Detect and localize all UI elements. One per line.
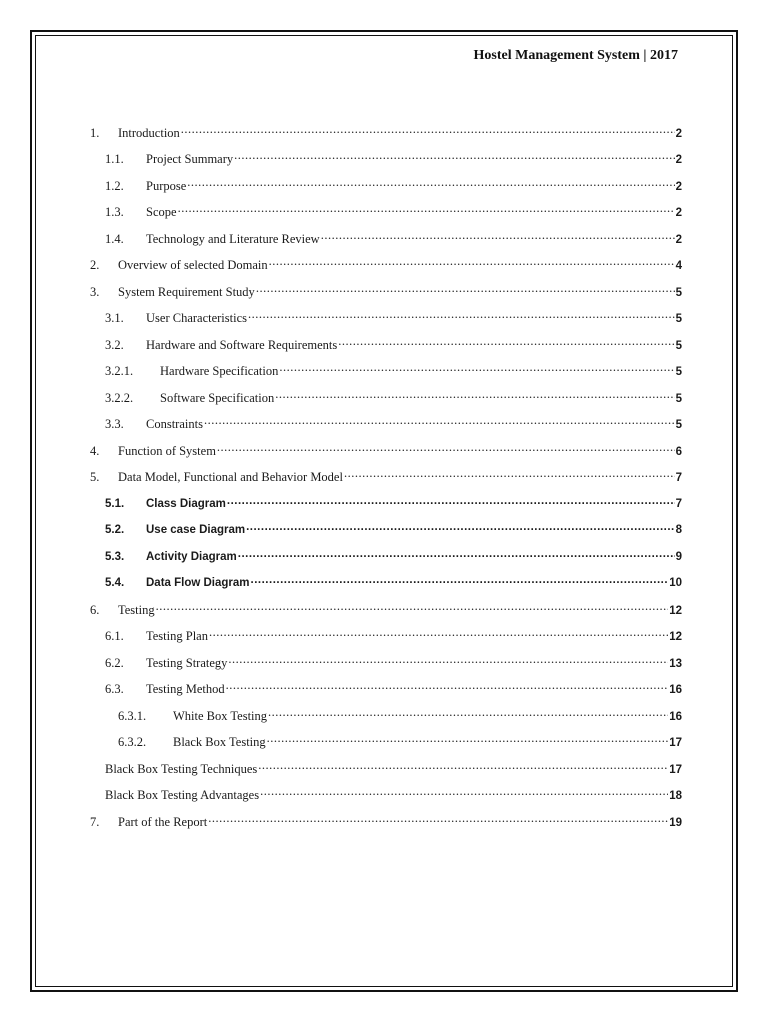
- toc-entry-number: 3.1.: [105, 311, 124, 325]
- toc-entry-page-number: 12: [669, 604, 682, 617]
- toc-entry[interactable]: [90, 283, 682, 310]
- toc-entry-page-number: 2: [675, 154, 682, 166]
- toc-entry[interactable]: [90, 177, 682, 204]
- toc-entry-title: Data Model, Functional and Behavior Model: [118, 470, 343, 484]
- toc-dot-leader: [234, 151, 674, 164]
- toc-entry-title: Introduction: [118, 125, 180, 140]
- toc-entry-title: System Requirement Study: [118, 284, 255, 299]
- toc-entry-title: Hardware and Software Requirements: [146, 337, 338, 352]
- toc-entry-number: 1.: [90, 125, 100, 140]
- toc-dot-leader: [227, 495, 675, 507]
- toc-entry-number: 4.: [90, 443, 100, 458]
- toc-entry-page-number: 19: [669, 816, 682, 829]
- toc-entry-title: Constraints: [146, 417, 203, 431]
- toc-entry[interactable]: [90, 495, 682, 522]
- toc-dot-leader: [178, 204, 675, 217]
- toc-entry-number: 7.: [90, 814, 100, 829]
- toc-entry-page-number: 5: [675, 392, 682, 405]
- toc-dot-leader: [181, 124, 675, 137]
- toc-dot-leader: [238, 548, 675, 560]
- toc-dot-leader: [208, 813, 668, 826]
- toc-entry-title: Function of System: [118, 443, 216, 458]
- toc-dot-leader: [260, 787, 668, 800]
- toc-entry-title: Project Summary: [146, 152, 234, 166]
- toc-dot-leader: [187, 177, 674, 190]
- toc-entry-page-number: 17: [669, 737, 682, 749]
- toc-entry-title: Black Box Testing: [173, 735, 266, 749]
- toc-dot-leader: [344, 469, 675, 482]
- toc-entry[interactable]: [90, 363, 682, 390]
- toc-entry-page-number: 10: [669, 577, 682, 589]
- toc-dot-leader: [279, 363, 674, 376]
- toc-entry-number: 6.1.: [105, 629, 124, 643]
- toc-entry-number: 1.4.: [105, 231, 124, 246]
- toc-entry-page-number: 8: [675, 524, 682, 536]
- toc-entry-number: 5.4.: [105, 577, 125, 589]
- toc-entry-page-number: 5: [675, 419, 682, 431]
- toc-entry-title: Class Diagram: [146, 497, 226, 510]
- toc-entry-number: 6.2.: [105, 655, 124, 670]
- toc-entry[interactable]: [90, 787, 682, 814]
- toc-entry[interactable]: [90, 654, 682, 681]
- toc-entry-page-number: 12: [669, 631, 682, 643]
- toc-entry-page-number: 5: [675, 313, 682, 325]
- toc-entry[interactable]: [90, 389, 682, 416]
- toc-entry[interactable]: [90, 681, 682, 708]
- toc-entry-title: Black Box Testing Advantages: [105, 788, 260, 802]
- toc-dot-leader: [251, 575, 669, 587]
- toc-entry-page-number: 4: [675, 260, 682, 272]
- toc-entry-title: Technology and Literature Review: [146, 231, 320, 246]
- toc-entry-number: 3.2.: [105, 337, 124, 352]
- toc-entry[interactable]: [90, 310, 682, 337]
- toc-entry-number: 1.2.: [105, 178, 124, 193]
- toc-entry-number: 6.3.1.: [118, 708, 147, 723]
- toc-entry[interactable]: [90, 522, 682, 549]
- toc-dot-leader: [256, 283, 675, 296]
- toc-entry-page-number: 6: [675, 445, 682, 458]
- toc-dot-leader: [258, 760, 668, 773]
- toc-dot-leader: [246, 522, 675, 534]
- toc-dot-leader: [268, 707, 668, 720]
- toc-entry-number: 6.3.2.: [118, 735, 147, 749]
- toc-dot-leader: [269, 257, 675, 270]
- toc-entry-page-number: 16: [669, 710, 682, 723]
- toc-dot-leader: [321, 230, 675, 243]
- toc-entry[interactable]: [90, 416, 682, 443]
- toc-entry-title: Activity Diagram: [146, 550, 237, 563]
- toc-entry-page-number: 17: [669, 763, 682, 776]
- page-header: Hostel Management System | 2017: [473, 48, 678, 63]
- toc-entry-number: 1.1.: [105, 152, 124, 166]
- toc-entry-number: 5.3.: [105, 550, 125, 563]
- toc-entry-number: 3.: [90, 284, 100, 299]
- toc-entry[interactable]: [90, 813, 682, 840]
- toc-entry-page-number: 7: [675, 472, 682, 484]
- toc-entry[interactable]: [90, 442, 682, 469]
- toc-entry[interactable]: [90, 151, 682, 178]
- toc-entry[interactable]: [90, 257, 682, 284]
- toc-entry-page-number: 13: [669, 657, 682, 670]
- toc-entry-title: Testing Method: [146, 682, 225, 696]
- toc-entry-title: Software Specification: [160, 390, 275, 405]
- toc-entry-number: 1.3.: [105, 205, 124, 219]
- toc-entry-title: Testing: [118, 602, 155, 617]
- toc-entry[interactable]: [90, 548, 682, 575]
- toc-entry-page-number: 2: [675, 207, 682, 219]
- toc-entry[interactable]: [90, 628, 682, 655]
- toc-entry-title: User Characteristics: [146, 311, 248, 325]
- toc-dot-leader: [275, 389, 674, 402]
- toc-entry-page-number: 7: [675, 497, 682, 510]
- toc-entry[interactable]: [90, 230, 682, 257]
- toc-entry-number: 6.3.: [105, 682, 124, 696]
- toc-entry[interactable]: [90, 760, 682, 787]
- toc-entry-title: Part of the Report: [118, 814, 208, 829]
- toc-entry-number: 3.2.1.: [105, 364, 134, 378]
- toc-entry-number: 2.: [90, 258, 100, 272]
- toc-entry-title: Hardware Specification: [160, 364, 279, 378]
- toc-entry[interactable]: [90, 707, 682, 734]
- toc-entry[interactable]: [90, 575, 682, 602]
- toc-entry-title: Use case Diagram: [146, 524, 246, 536]
- toc-entry-title: Purpose: [146, 178, 187, 193]
- toc-entry[interactable]: [90, 204, 682, 231]
- toc-entry[interactable]: [90, 734, 682, 761]
- toc-entry-page-number: 5: [675, 339, 682, 352]
- toc-entry-page-number: 2: [675, 233, 682, 246]
- toc-entry-number: 5.2.: [105, 524, 125, 536]
- toc-dot-leader: [204, 416, 675, 429]
- toc-entry-title: White Box Testing: [173, 708, 268, 723]
- toc-entry-title: Black Box Testing Techniques: [105, 761, 258, 776]
- toc-entry-title: Testing Strategy: [146, 655, 228, 670]
- toc-dot-leader: [338, 336, 674, 349]
- toc-entry-page-number: 9: [675, 550, 682, 563]
- toc-dot-leader: [267, 734, 669, 747]
- toc-entry[interactable]: [90, 601, 682, 628]
- toc-entry-title: Overview of selected Domain: [118, 258, 268, 272]
- toc-dot-leader: [226, 681, 669, 694]
- toc-entry-title: Testing Plan: [146, 629, 208, 643]
- toc-entry-page-number: 5: [675, 286, 682, 299]
- table-of-contents: [90, 124, 682, 840]
- toc-entry[interactable]: [90, 469, 682, 496]
- toc-dot-leader: [248, 310, 675, 323]
- toc-entry[interactable]: [90, 124, 682, 151]
- toc-entry-number: 5.: [90, 470, 100, 484]
- toc-entry-page-number: 16: [669, 684, 682, 696]
- toc-entry-page-number: 18: [669, 790, 682, 802]
- toc-entry-title: Scope: [146, 205, 177, 219]
- toc-entry-page-number: 2: [675, 180, 682, 193]
- toc-entry-number: 5.1.: [105, 497, 125, 510]
- toc-entry-number: 3.2.2.: [105, 390, 134, 405]
- toc-dot-leader: [209, 628, 668, 641]
- toc-entry[interactable]: [90, 336, 682, 363]
- toc-entry-page-number: 5: [675, 366, 682, 378]
- toc-entry-page-number: 2: [675, 127, 682, 140]
- toc-dot-leader: [217, 442, 675, 455]
- toc-dot-leader: [228, 654, 668, 667]
- toc-dot-leader: [156, 601, 669, 614]
- toc-entry-number: 6.: [90, 602, 100, 617]
- toc-entry-number: 3.3.: [105, 417, 124, 431]
- toc-entry-title: Data Flow Diagram: [146, 577, 250, 589]
